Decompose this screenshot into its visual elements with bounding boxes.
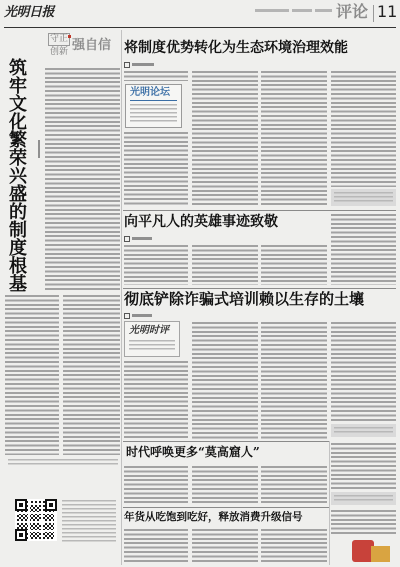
badge-gold-block <box>371 546 390 562</box>
campaign-logo <box>48 33 112 61</box>
article-headline[interactable]: 将制度优势转化为生态环境治理效能 <box>124 40 348 56</box>
article-separator <box>123 441 329 442</box>
forum-column-rule <box>130 100 177 101</box>
body-text <box>124 529 188 563</box>
body-text <box>331 214 396 285</box>
commentary-column-info <box>129 340 175 352</box>
body-text <box>192 245 258 285</box>
column-divider <box>329 441 330 565</box>
body-text <box>261 322 327 440</box>
body-text <box>5 295 59 455</box>
logo-accent <box>68 35 71 38</box>
author-note-text <box>334 192 393 204</box>
body-text <box>331 71 396 187</box>
square-icon <box>124 313 130 319</box>
square-icon <box>124 62 130 68</box>
forum-column-box <box>125 84 182 128</box>
body-text <box>331 322 396 422</box>
body-text <box>192 71 258 207</box>
square-icon <box>124 236 130 242</box>
byline <box>38 140 40 158</box>
commentary-column-name: 光明时评 <box>129 325 169 336</box>
author-note-text <box>334 495 393 503</box>
body-text <box>261 245 327 285</box>
body-text <box>124 466 188 504</box>
logo-part1: 守正 <box>50 34 69 44</box>
header-meta <box>292 9 312 12</box>
forum-column-info <box>130 104 177 124</box>
logo-part3: 强自信 <box>72 38 112 53</box>
body-text <box>192 466 258 504</box>
masthead-title: 光明日报 <box>4 5 55 20</box>
column-logo-badge <box>352 540 392 562</box>
author-note <box>331 189 396 206</box>
article-headline[interactable]: 时代呼唤更多“莫高窟人” <box>126 445 260 459</box>
author-note-text <box>334 427 393 435</box>
header-meta <box>315 9 332 12</box>
section-name: 评论 <box>336 2 369 21</box>
body-text <box>331 510 396 536</box>
forum-column-name: 光明论坛 <box>130 87 170 98</box>
qr-code <box>15 499 57 541</box>
logo-part2: 创新 <box>50 47 69 57</box>
body-text <box>192 529 258 563</box>
body-text <box>124 71 188 81</box>
commentary-column-box <box>124 321 180 357</box>
page-number: 11 <box>377 2 398 21</box>
body-text <box>261 529 327 563</box>
body-text <box>124 132 188 207</box>
byline <box>132 314 152 317</box>
article-separator <box>123 210 396 211</box>
body-text <box>261 466 327 504</box>
body-text <box>331 443 396 489</box>
article-headline[interactable]: 彻底铲除诈骗式培训赖以生存的土壤 <box>124 290 365 308</box>
header-rule <box>4 27 396 28</box>
article-headline[interactable]: 筑牢文化繁荣兴盛的制度根基 <box>6 58 27 292</box>
article-separator <box>123 507 329 508</box>
column-divider <box>121 30 122 565</box>
author-note <box>331 424 396 437</box>
byline <box>132 237 152 240</box>
qr-finder <box>15 499 27 511</box>
body-text <box>261 71 327 207</box>
author-note <box>331 492 396 505</box>
byline <box>132 63 154 66</box>
article-separator <box>123 288 396 289</box>
body-text <box>63 295 120 455</box>
article-headline[interactable]: 年货从吃饱到吃好，释放消费升级信号 <box>124 511 303 523</box>
body-text <box>124 361 188 440</box>
body-text <box>192 322 258 440</box>
qr-caption <box>62 500 116 544</box>
article-headline[interactable]: 向平凡人的英雄事迹致敬 <box>124 214 278 230</box>
author-note <box>8 459 118 467</box>
header-meta <box>255 9 289 12</box>
header-divider <box>373 5 374 22</box>
qr-finder <box>45 499 57 511</box>
qr-finder <box>15 529 27 541</box>
body-text <box>124 245 188 285</box>
body-text <box>45 68 120 292</box>
